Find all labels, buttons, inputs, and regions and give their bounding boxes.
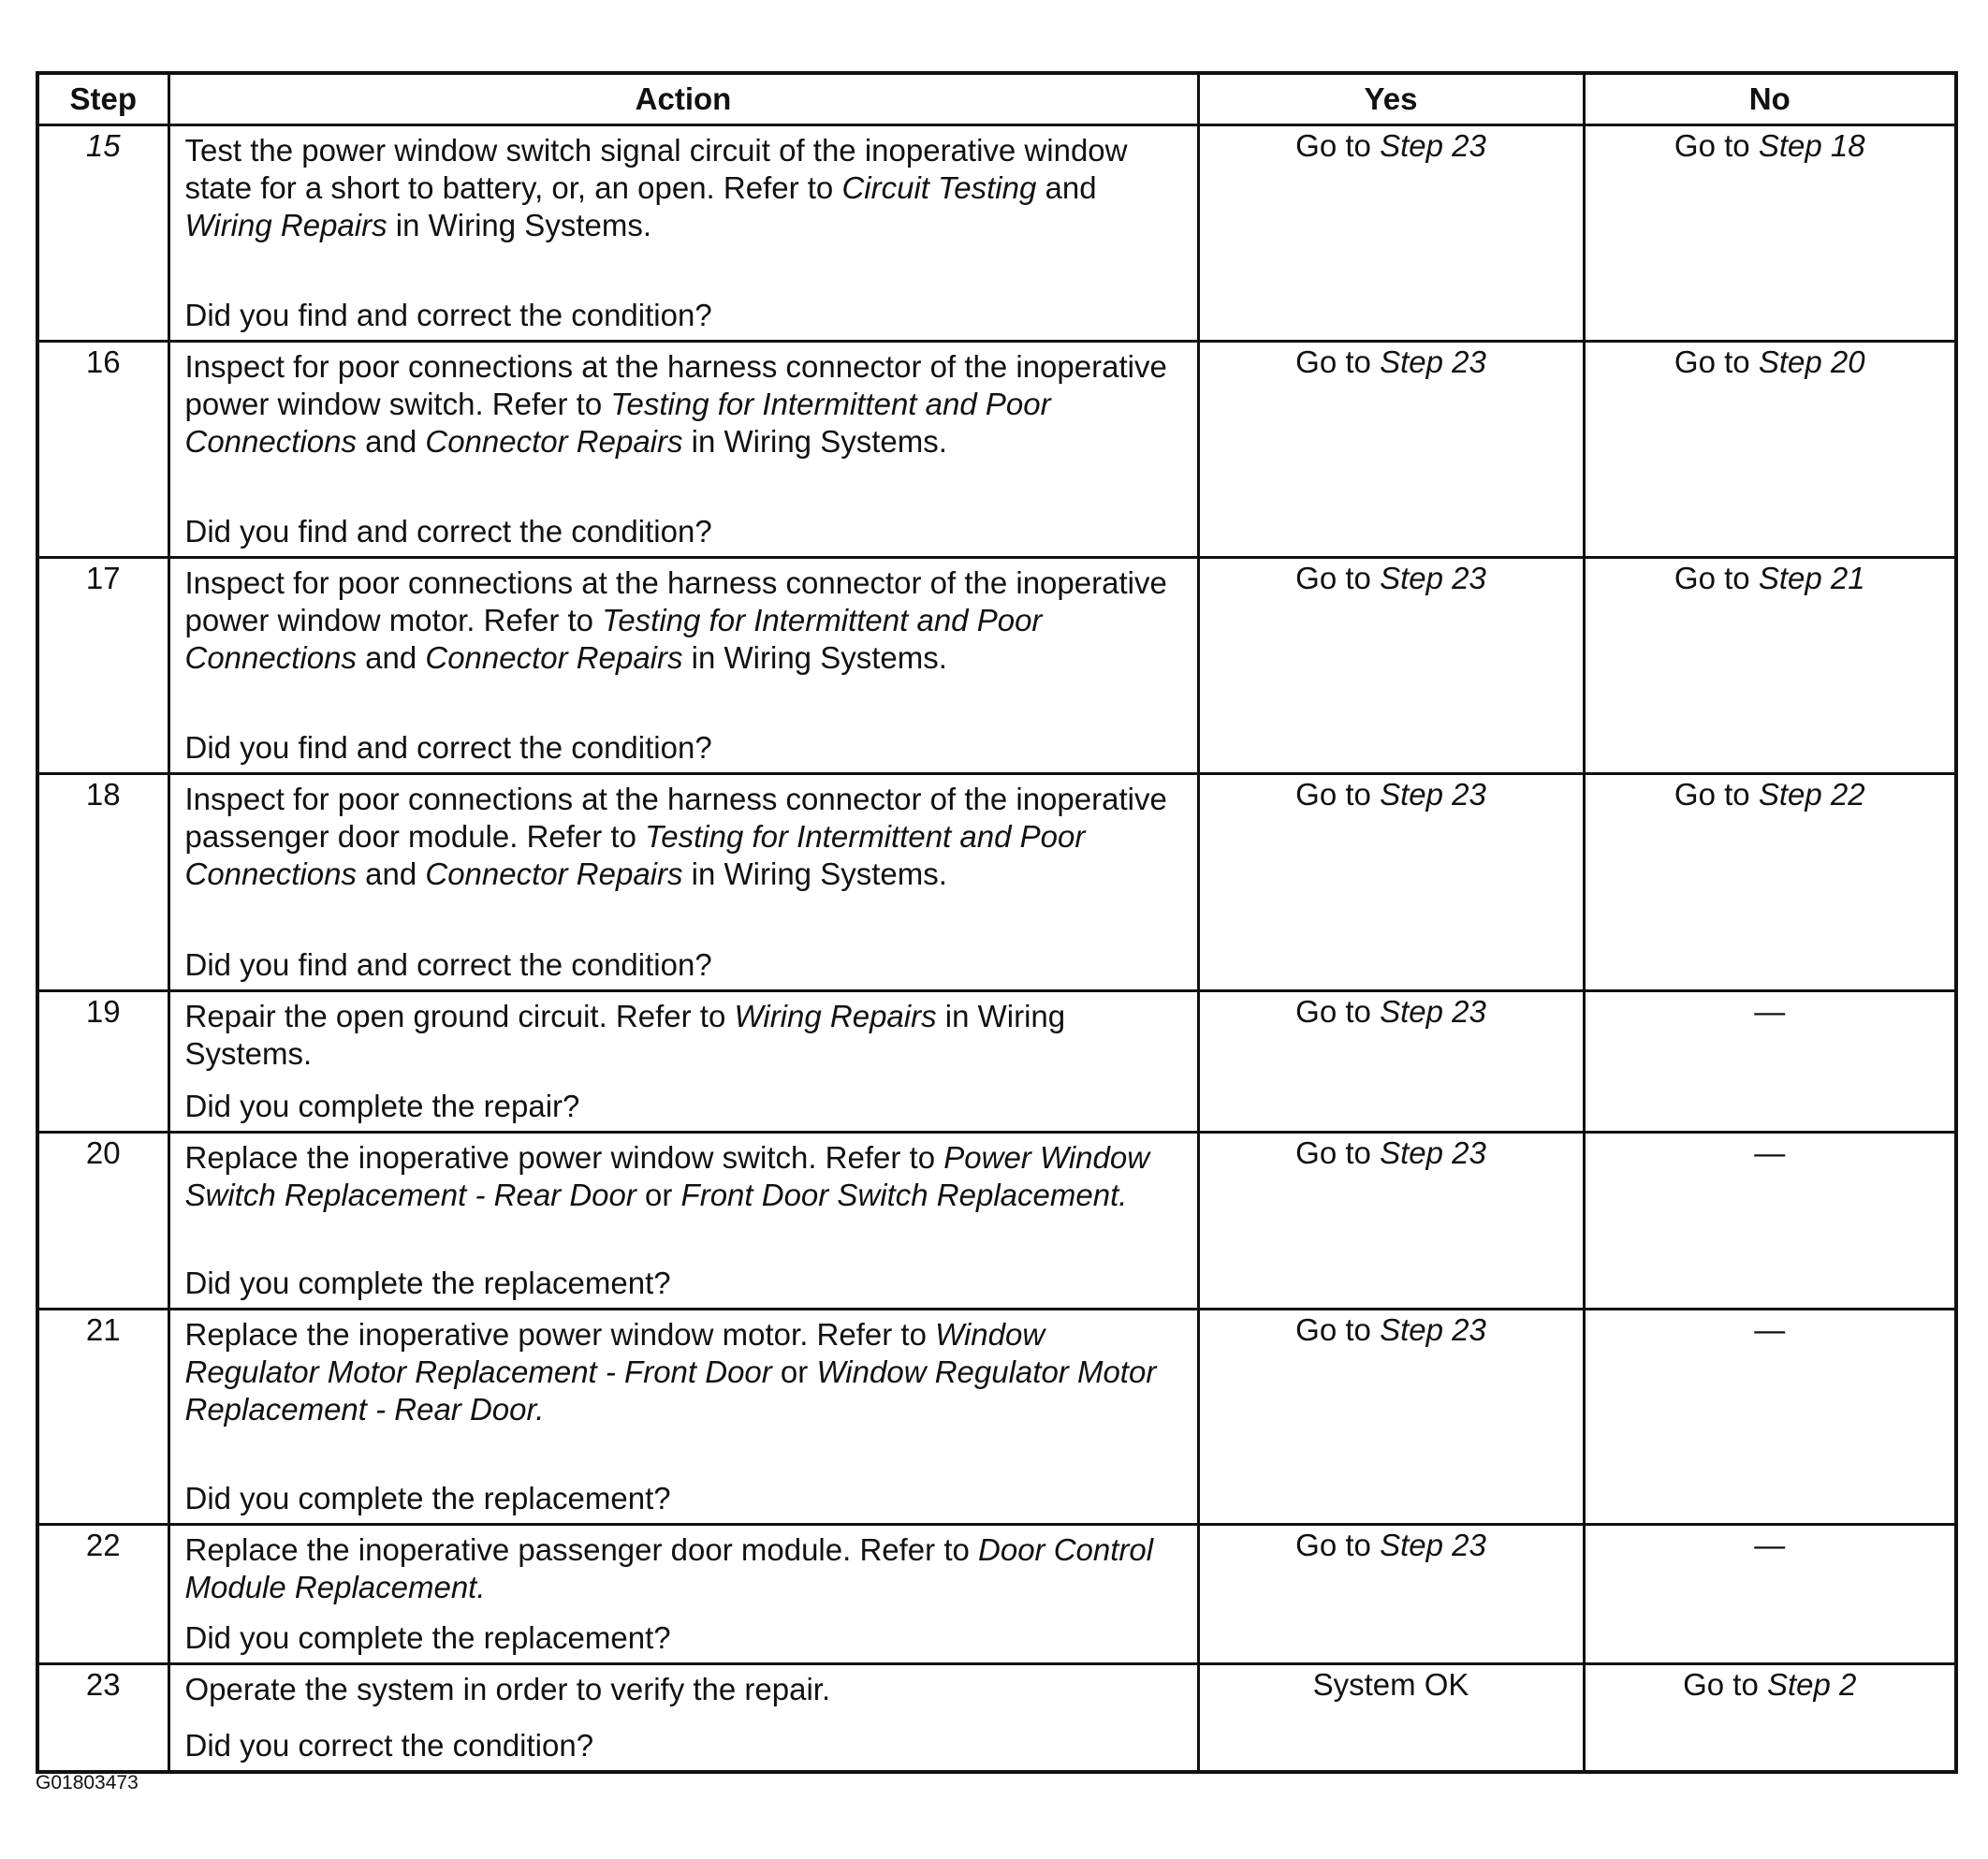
reference-link[interactable]: Front Door Switch Replacement.	[680, 1178, 1128, 1212]
goto-step-link[interactable]: Step 23	[1380, 777, 1486, 812]
reference-link[interactable]: Power Window Switch Replacement - Rear Door	[184, 1140, 1150, 1212]
step-number: 17	[37, 558, 168, 774]
action-question: Did you find and correct the condition?	[184, 298, 712, 332]
step-number: 16	[37, 342, 168, 558]
action-text: in Wiring Systems.	[682, 424, 947, 459]
goto-prefix: Go to	[1674, 128, 1759, 163]
action-question: Did you correct the condition?	[184, 1728, 594, 1763]
action-question: Did you find and correct the condition?	[184, 514, 712, 549]
no-result: —	[1584, 1525, 1956, 1664]
action-text: and	[356, 640, 426, 675]
table-row	[37, 342, 1956, 558]
yes-result	[1198, 1133, 1584, 1310]
action-description	[185, 1139, 1184, 1214]
action-text: Replace the inoperative passenger door module. Refer to	[184, 1532, 979, 1567]
action-text: and	[356, 856, 426, 891]
table-row	[37, 991, 1956, 1133]
action-text: and	[356, 424, 426, 459]
action-text: in Wiring Systems.	[682, 856, 947, 891]
reference-link[interactable]: Window Regulator Motor Replacement - Rear Door.	[184, 1354, 1157, 1427]
goto-step-link[interactable]: Step 21	[1758, 561, 1865, 595]
action-text: Replace the inoperative power window switch. Refer to	[184, 1140, 944, 1175]
action-cell	[168, 125, 1198, 342]
goto-step-link[interactable]: Step 23	[1380, 1135, 1486, 1170]
action-question: Did you complete the replacement?	[184, 1620, 671, 1655]
action-text: in Wiring Systems.	[387, 208, 651, 242]
action-text: Inspect for poor connections at the harness connector of the inoperative power window switch. Refer to	[184, 349, 1167, 421]
no-result	[1584, 125, 1956, 342]
table-row	[37, 558, 1956, 774]
reference-link[interactable]: Wiring Repairs	[734, 999, 937, 1033]
action-text: Operate the system in order to verify the repair.	[184, 1672, 831, 1706]
action-question: Did you complete the replacement?	[184, 1481, 671, 1515]
step-number: 22	[37, 1525, 168, 1664]
reference-link[interactable]: Testing for Intermittent and Poor Connections	[184, 387, 1051, 459]
table-row	[37, 1133, 1956, 1310]
table-row	[37, 125, 1956, 342]
yes-result	[1198, 558, 1584, 774]
yes-result	[1198, 125, 1584, 342]
action-description	[185, 1531, 1184, 1606]
action-text: in Wiring Systems.	[184, 999, 1066, 1071]
action-cell	[168, 342, 1198, 558]
goto-step-link[interactable]: Step 2	[1766, 1667, 1857, 1702]
goto-step-link[interactable]: Step 22	[1758, 777, 1865, 812]
action-text: Repair the open ground circuit. Refer to	[184, 999, 735, 1033]
action-text: or	[636, 1178, 681, 1212]
goto-step-link[interactable]: Step 23	[1380, 344, 1486, 379]
no-result	[1584, 1664, 1956, 1773]
diagnostic-table	[36, 71, 1958, 1774]
action-text: Inspect for poor connections at the harness connector of the inoperative passenger door module. Refer to	[184, 782, 1167, 854]
action-cell	[168, 1133, 1198, 1310]
goto-step-link[interactable]: Step 23	[1380, 994, 1486, 1029]
step-number: 23	[37, 1664, 168, 1773]
no-result: —	[1584, 1310, 1956, 1525]
action-description	[185, 132, 1184, 244]
step-number: 21	[37, 1310, 168, 1525]
action-cell	[168, 774, 1198, 991]
reference-link[interactable]: Door Control Module Replacement.	[184, 1532, 1154, 1604]
table-row	[37, 1664, 1956, 1773]
action-description	[185, 1316, 1184, 1428]
goto-prefix: Go to	[1295, 1135, 1381, 1170]
yes-result	[1198, 342, 1584, 558]
goto-prefix: Go to	[1674, 561, 1759, 595]
goto-prefix: Go to	[1295, 1528, 1381, 1562]
goto-prefix: Go to	[1295, 1312, 1381, 1347]
reference-link[interactable]: Testing for Intermittent and Poor Connections	[184, 819, 1086, 891]
goto-prefix: Go to	[1295, 344, 1381, 379]
reference-link[interactable]: Connector Repairs	[425, 424, 683, 459]
no-result	[1584, 342, 1956, 558]
reference-link[interactable]: Circuit Testing	[841, 170, 1037, 205]
no-result	[1584, 774, 1956, 991]
table-body	[37, 125, 1956, 1773]
yes-result	[1198, 1310, 1584, 1525]
goto-prefix: Go to	[1674, 777, 1759, 812]
yes-result: System OK	[1198, 1664, 1584, 1773]
yes-result	[1198, 991, 1584, 1133]
action-description	[185, 1671, 1184, 1708]
reference-link[interactable]: Connector Repairs	[425, 856, 683, 891]
header-yes: Yes	[1198, 73, 1584, 125]
action-cell	[168, 991, 1198, 1133]
step-number: 18	[37, 774, 168, 991]
action-text: Inspect for poor connections at the harness connector of the inoperative power window motor. Refer to	[184, 565, 1167, 637]
action-question: Did you find and correct the condition?	[184, 947, 712, 982]
figure-id: G01803473	[36, 1772, 139, 1793]
goto-prefix: Go to	[1295, 994, 1381, 1029]
goto-prefix: Go to	[1295, 777, 1381, 812]
goto-prefix: Go to	[1683, 1667, 1767, 1702]
goto-step-link[interactable]: Step 23	[1380, 1312, 1486, 1347]
reference-link[interactable]: Testing for Intermittent and Poor Connections	[184, 603, 1043, 675]
goto-prefix: Go to	[1674, 344, 1759, 379]
reference-link[interactable]: Connector Repairs	[425, 640, 683, 675]
action-description	[185, 564, 1184, 677]
action-cell	[168, 558, 1198, 774]
step-number: 15	[37, 125, 168, 342]
goto-prefix: Go to	[1295, 128, 1381, 163]
table-row	[37, 1310, 1956, 1525]
action-text: Test the power window switch signal circuit of the inoperative window state for a short to battery, or, an open. Refer to	[184, 133, 1128, 205]
header-row	[37, 73, 1956, 125]
header-no: No	[1584, 73, 1956, 125]
goto-step-link[interactable]: Step 23	[1380, 128, 1486, 163]
action-cell	[168, 1310, 1198, 1525]
no-result: —	[1584, 1133, 1956, 1310]
action-text: or	[771, 1354, 817, 1389]
action-description	[185, 998, 1184, 1073]
yes-result	[1198, 1525, 1584, 1664]
goto-step-link[interactable]: Step 20	[1758, 344, 1865, 379]
table-row	[37, 774, 1956, 991]
header-step: Step	[37, 73, 168, 125]
action-text: in Wiring Systems.	[682, 640, 947, 675]
action-cell	[168, 1525, 1198, 1664]
goto-prefix: Go to	[1295, 561, 1381, 595]
reference-link[interactable]: Wiring Repairs	[184, 208, 387, 242]
table-row	[37, 1525, 1956, 1664]
action-description	[185, 348, 1184, 461]
action-question: Did you complete the repair?	[184, 1089, 580, 1123]
step-number: 19	[37, 991, 168, 1133]
action-description	[185, 781, 1184, 893]
action-question: Did you complete the replacement?	[184, 1266, 671, 1300]
action-cell	[168, 1664, 1198, 1773]
goto-step-link[interactable]: Step 18	[1758, 128, 1865, 163]
no-result	[1584, 558, 1956, 774]
goto-step-link[interactable]: Step 23	[1380, 1528, 1486, 1562]
action-text: Replace the inoperative power window motor. Refer to	[184, 1317, 936, 1352]
action-question: Did you find and correct the condition?	[184, 730, 712, 765]
action-text: and	[1036, 170, 1097, 205]
step-number: 20	[37, 1133, 168, 1310]
yes-result	[1198, 774, 1584, 991]
no-result: —	[1584, 991, 1956, 1133]
header-action: Action	[168, 73, 1198, 125]
reference-link[interactable]: Window Regulator Motor Replacement - Front Door	[184, 1317, 1045, 1389]
goto-step-link[interactable]: Step 23	[1380, 561, 1486, 595]
